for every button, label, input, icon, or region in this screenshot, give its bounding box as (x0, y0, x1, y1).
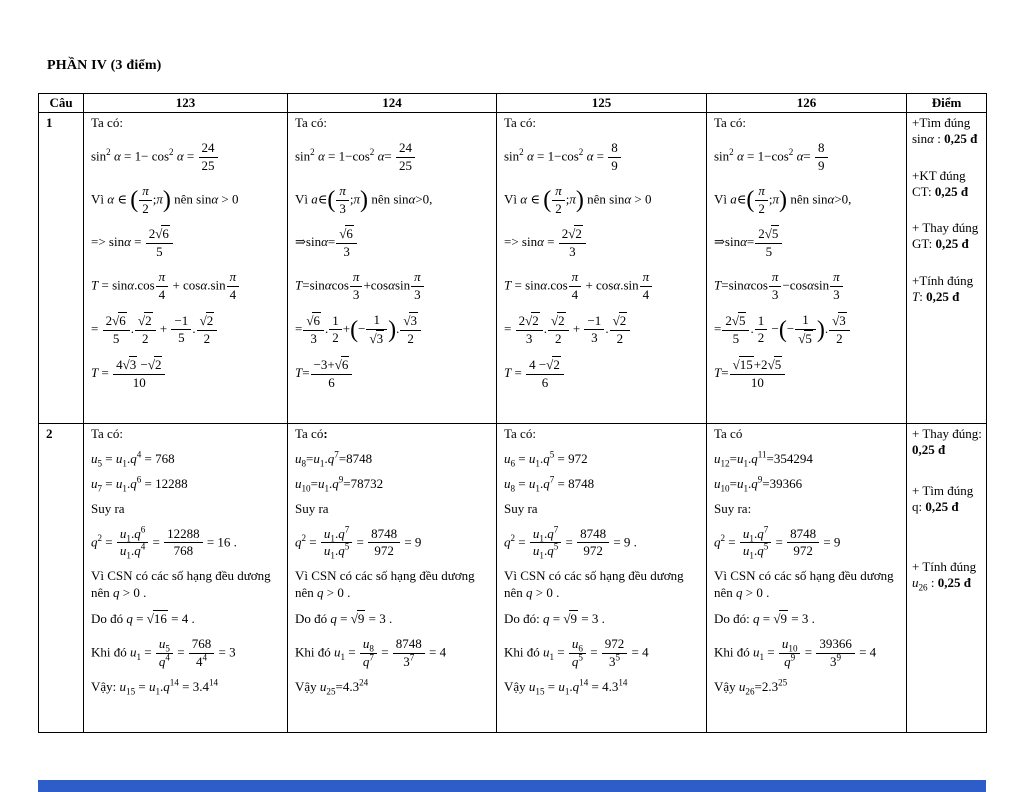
math-line: $u_6 = u_1.q^5 = 972$ (504, 449, 588, 469)
math-line: Ta có: (504, 115, 536, 130)
math-line: T=sinαcos $\frac{\pi}{3}$ −cosαsin $\frac{\pi}{3}$ (714, 269, 903, 304)
solution-content (84, 113, 287, 422)
math-line: +KT đúng CT: 0,25 đ (912, 167, 969, 199)
question-number-1 (39, 113, 84, 424)
math-line: Ta có: (504, 426, 536, 441)
math-line: Khi đó $u_1$ = $\frac{u_8}{q^7}$ = $\frac{8748}{3^7}$ = 4 (295, 636, 447, 669)
math-line: = $\frac{√6}{3}$ . $\frac{1}{2}$ +(− $\frac{1}{√3}$ ). $\frac{√3}{2}$ (295, 312, 493, 348)
math-line: T = $\frac{4 -√2}{6}$ (504, 356, 703, 392)
points-content (907, 424, 986, 732)
solution-cell-q2-code126 (707, 424, 907, 733)
math-line: Suy ra (91, 500, 125, 516)
solution-cell-q1-code125 (497, 113, 707, 424)
math-line: $\sin^2 \alpha = 1-\cos^2$ α = $\frac{8}{9}$ (504, 140, 703, 175)
section-title: PHẦN IV (3 điểm) (47, 58, 162, 73)
math-line: Vậy $u_{15} = u_1.q^{14} = 4.3^{14}$ (504, 677, 628, 697)
col-header-cau: Câu (39, 94, 84, 113)
math-line: T = sinα.cos $\frac{\pi}{4}$ + cosα.sin $\frac{\pi}{4}$ (504, 269, 703, 304)
bottom-blue-bar (38, 780, 986, 792)
solution-content (288, 113, 496, 422)
math-line: Vì α ∈ ( $\frac{\pi}{2}$ ;π) nên sinα > 0 (504, 182, 652, 216)
math-line: Ta có (714, 426, 743, 441)
math-line: Vậy $u_{25}=4.3^{24}$ (295, 677, 369, 697)
math-line: $q^2$ = $\frac{u_1.q^7}{u_1.q^5}$ = $\frac{8748}{972}$ = 9 (295, 524, 422, 562)
math-line: Khi đó $u_1$ = $\frac{u_{10}}{q^9}$ = $\frac{39366}{3^9}$ = 4 (714, 636, 877, 669)
solution-content (84, 424, 287, 731)
col-header-123: 123 (84, 94, 288, 113)
solution-cell-q2-code123 (84, 424, 288, 733)
math-line: Do đó: q = √9 = 3 . (504, 611, 605, 627)
math-line: Ta có: (295, 115, 327, 130)
math-line: Khi đó $u_1$ = $\frac{u_6}{q^5}$ = $\frac{972}{3^5}$ = 4 (504, 636, 649, 669)
solution-content (497, 424, 706, 731)
math-line: Vì α ∈ ( $\frac{\pi}{2}$ ;π) nên sinα > 0 (91, 182, 239, 216)
math-line: = $\frac{2√6}{5}$ . $\frac{√2}{2}$ + $\frac{-1}{5}$ . $\frac{√2}{2}$ (91, 312, 284, 348)
math-line: T=sinαcos $\frac{\pi}{3}$ +cosαsin $\frac{\pi}{3}$ (295, 269, 493, 304)
math-line: $u_{12}=u_1.q^{11}=354294$ (714, 449, 813, 469)
math-line: $\sin^2 \alpha = 1-\cos^2$ α= $\frac{24}{25}$ (295, 140, 493, 175)
col-header-124: 124 (288, 94, 497, 113)
math-line: = $\frac{2√5}{5}$ . $\frac{1}{2}$ −(− $\frac{1}{√5}$ ). $\frac{√3}{2}$ (714, 312, 903, 348)
math-line: + Tính đúng $u_{26}$ : 0,25 đ (912, 559, 977, 593)
math-line: + Thay đúng: 0,25 đ (912, 426, 982, 458)
math-line: Ta có: (91, 426, 123, 441)
solution-cell-q1-code123 (84, 113, 288, 424)
math-line: + Tìm đúng q: 0,25 đ (912, 482, 974, 514)
math-line: $q^2$ = $\frac{u_1.q^7}{u_1.q^5}$ = $\frac{8748}{972}$ = 9 . (504, 524, 637, 562)
math-line: T= $\frac{√15+2√5}{10}$ (714, 356, 903, 392)
table-header-row (39, 94, 987, 113)
math-line: ⇒sinα= $\frac{√6}{3}$ (295, 225, 493, 261)
solution-content (497, 113, 706, 422)
math-line: Suy ra (295, 500, 329, 516)
math-line: Do đó q = √16 = 4 . (91, 611, 195, 627)
math-line: ⇒sinα= $\frac{2√5}{5}$ (714, 225, 903, 261)
math-line: Ta có: (714, 115, 746, 130)
math-line: $q^2$ = $\frac{u_1.q^7}{u_1.q^5}$ = $\frac{8748}{972}$ = 9 (714, 524, 841, 562)
math-line: Vì CSN có các số hạng đều dương nên q > 0 . (714, 568, 894, 601)
math-line: $u_{10}=u_1.q^9=39366$ (714, 474, 803, 494)
math-line: $u_7 = u_1.q^6 = 12288$ (91, 474, 188, 494)
math-line: $u_8 = u_1.q^7 = 8748$ (504, 474, 595, 494)
math-line: + Thay đúng GT: 0,25 đ (912, 220, 979, 252)
math-line: Vì a∈( $\frac{\pi}{3}$ ;π) nên sinα>0, (295, 182, 433, 216)
col-header-diem: Điểm (907, 94, 987, 113)
math-line: => sinα = $\frac{2√6}{5}$ (91, 225, 284, 261)
math-line: Suy ra (504, 500, 538, 516)
math-line: $q^2$ = $\frac{u_1.q^6}{u_1.q^4}$ = $\frac{12288}{768}$ = 16 . (91, 524, 237, 562)
points-cell-q1 (907, 113, 987, 424)
math-line: Vậy $u_{26}=2.3^{25}$ (714, 677, 788, 697)
col-header-126: 126 (707, 94, 907, 113)
col-header-125: 125 (497, 94, 707, 113)
solution-cell-q2-code125 (497, 424, 707, 733)
table-row-question-1 (39, 113, 987, 424)
math-line: T= $\frac{-3+√6}{6}$ (295, 356, 493, 392)
math-line: +Tính đúng T: 0,25 đ (912, 272, 974, 304)
table-row-question-2 (39, 424, 987, 733)
points-cell-q2 (907, 424, 987, 733)
math-line: Suy ra: (714, 500, 752, 516)
solution-cell-q1-code126 (707, 113, 907, 424)
solution-content (707, 424, 906, 731)
math-line: Vì CSN có các số hạng đều dương nên q > 0 . (91, 568, 271, 601)
math-line: Vì a∈( $\frac{\pi}{2}$ ;π) nên sinα>0, (714, 182, 852, 216)
answer-table (38, 93, 987, 733)
math-line: T = sinα.cos $\frac{\pi}{4}$ + cosα.sin $\frac{\pi}{4}$ (91, 269, 284, 304)
solution-cell-q1-code124 (288, 113, 497, 424)
solution-cell-q2-code124 (288, 424, 497, 733)
math-line: T = $\frac{4√3 -√2}{10}$ (91, 356, 284, 392)
math-line: $\sin^2 \alpha = 1- \cos^2 \alpha$ = $\frac{24}{25}$ (91, 140, 284, 175)
math-line: Do đó: q = √9 = 3 . (714, 611, 815, 627)
math-line: Vậy: $u_{15} = u_1.q^{14} = 3.4^{14}$ (91, 677, 219, 697)
math-line: Ta có: (91, 115, 123, 130)
math-line: Do đó q = √9 = 3 . (295, 611, 393, 627)
math-line: $u_8=u_1.q^7=8748$ (295, 449, 373, 469)
question-number-label: 1 (46, 115, 53, 130)
math-line: Vì CSN có các số hạng đều dương nên q > 0 . (504, 568, 684, 601)
solution-content (288, 424, 496, 731)
math-line: $\sin^2 \alpha = 1-\cos^2$ α= $\frac{8}{9}$ (714, 140, 903, 175)
math-line: Khi đó $u_1$ = $\frac{u_5}{q^4}$ = $\frac{768}{4^4}$ = 3 (91, 636, 236, 669)
math-line: $u_{10}=u_1.q^9=78732$ (295, 474, 384, 494)
question-number-label: 2 (46, 426, 53, 441)
math-line: +Tìm đúng sinα : 0,25 đ (912, 115, 978, 147)
math-line: $u_5 = u_1.q^4 = 768$ (91, 449, 175, 469)
question-number-2 (39, 424, 84, 733)
math-line: Ta có: (295, 426, 328, 441)
solution-content (707, 113, 906, 422)
points-content (907, 113, 986, 423)
math-line: => sinα = $\frac{2√2}{3}$ (504, 225, 703, 261)
math-line: Vì CSN có các số hạng đều dương nên q > 0 . (295, 568, 475, 601)
math-line: = $\frac{2√2}{3}$ . $\frac{√2}{2}$ + $\frac{-1}{3}$ . $\frac{√2}{2}$ (504, 312, 703, 348)
